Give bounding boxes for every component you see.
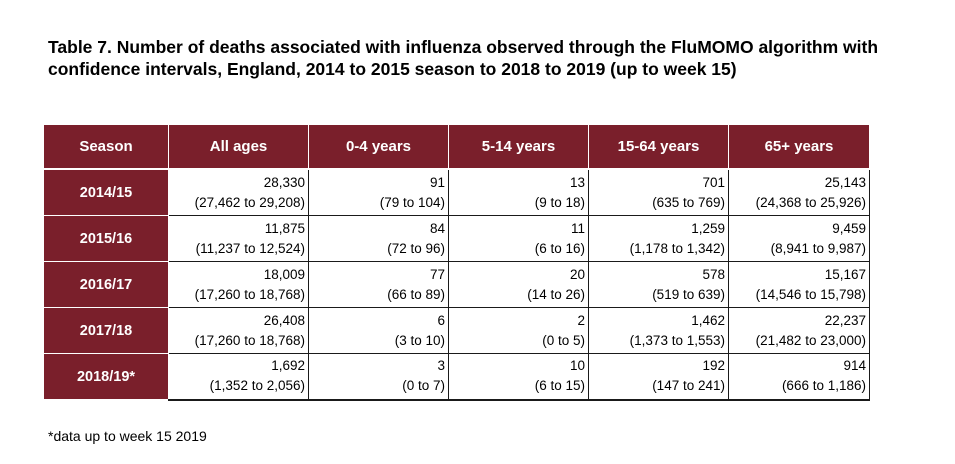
death-count: 13: [569, 174, 585, 190]
value-cell: [729, 308, 870, 354]
confidence-interval: (6 to 15): [534, 378, 585, 394]
value-cell: [729, 354, 870, 400]
value-cell: [309, 308, 449, 354]
value-cell: [589, 262, 729, 308]
value-cell: [589, 308, 729, 354]
value-cell: [729, 216, 870, 262]
death-count: 6: [437, 312, 445, 328]
header-0-4-years: 0-4 years: [309, 125, 449, 170]
confidence-interval: (66 to 89): [387, 286, 445, 302]
value-cell: [169, 169, 309, 216]
death-count: 3: [437, 358, 445, 374]
season-cell: 2015/16: [44, 216, 169, 262]
value-cell: [309, 169, 449, 216]
table-row: [44, 354, 870, 400]
death-count: 25,143: [824, 174, 866, 190]
death-count: 9,459: [832, 220, 866, 236]
table-title: Table 7. Number of deaths associated with influenza observed through the FluMOMO algorithm with confidence intervals, England, 2014 to 2015 season to 2018 to 2019 (up to week 15): [48, 37, 879, 79]
death-count: 26,408: [263, 312, 305, 328]
confidence-interval: (8,941 to 9,987): [770, 240, 866, 256]
value-cell: [169, 308, 309, 354]
value-cell: [589, 216, 729, 262]
confidence-interval: (519 to 639): [652, 286, 725, 302]
footnote: *data up to week 15 2019: [48, 428, 207, 444]
season-cell: 2017/18: [44, 308, 169, 354]
season-cell: 2016/17: [44, 262, 169, 308]
header-all-ages: All ages: [169, 125, 309, 170]
deaths-table: [43, 124, 870, 401]
death-count: 578: [702, 266, 725, 282]
death-count: 2: [577, 312, 585, 328]
confidence-interval: (0 to 7): [402, 378, 445, 394]
value-cell: [449, 354, 589, 400]
confidence-interval: (21,482 to 23,000): [755, 332, 866, 348]
table-row: [44, 308, 870, 354]
death-count: 1,692: [271, 358, 305, 374]
value-cell: [729, 169, 870, 216]
confidence-interval: (147 to 241): [652, 378, 725, 394]
confidence-interval: (17,260 to 18,768): [194, 286, 305, 302]
value-cell: [309, 262, 449, 308]
confidence-interval: (72 to 96): [387, 240, 445, 256]
header-15-64-years: 15-64 years: [589, 125, 729, 170]
confidence-interval: (0 to 5): [542, 332, 585, 348]
death-count: 20: [569, 266, 585, 282]
death-count: 1,462: [691, 312, 725, 328]
confidence-interval: (17,260 to 18,768): [194, 332, 305, 348]
confidence-interval: (666 to 1,186): [781, 378, 866, 394]
confidence-interval: (27,462 to 29,208): [194, 194, 305, 210]
value-cell: [309, 354, 449, 400]
confidence-interval: (79 to 104): [379, 194, 445, 210]
confidence-interval: (3 to 10): [394, 332, 445, 348]
header-65-plus-years: 65+ years: [729, 125, 870, 170]
confidence-interval: (11,237 to 12,524): [195, 240, 305, 256]
confidence-interval: (6 to 16): [534, 240, 585, 256]
death-count: 1,259: [691, 220, 725, 236]
death-count: 84: [429, 220, 445, 236]
death-count: 18,009: [263, 266, 305, 282]
table-row: [44, 216, 870, 262]
confidence-interval: (1,178 to 1,342): [629, 240, 725, 256]
confidence-interval: (1,352 to 2,056): [209, 378, 305, 394]
value-cell: [449, 308, 589, 354]
death-count: 914: [843, 358, 866, 374]
table-row: [44, 262, 870, 308]
death-count: 10: [569, 358, 585, 374]
confidence-interval: (14,546 to 15,798): [755, 286, 866, 302]
death-count: 91: [429, 174, 445, 190]
confidence-interval: (1,373 to 1,553): [629, 332, 725, 348]
value-cell: [449, 216, 589, 262]
confidence-interval: (635 to 769): [652, 194, 725, 210]
death-count: 192: [702, 358, 725, 374]
death-count: 28,330: [263, 174, 305, 190]
death-count: 11,875: [264, 220, 305, 236]
death-count: 701: [702, 174, 725, 190]
confidence-interval: (24,368 to 25,926): [755, 194, 866, 210]
table-header-row: [44, 125, 870, 170]
value-cell: [309, 216, 449, 262]
value-cell: [169, 262, 309, 308]
death-count: 11: [570, 220, 585, 236]
season-cell: 2014/15: [44, 169, 169, 216]
value-cell: [169, 216, 309, 262]
death-count: 77: [429, 266, 445, 282]
death-count: 15,167: [824, 266, 866, 282]
value-cell: [449, 169, 589, 216]
value-cell: [589, 354, 729, 400]
value-cell: [729, 262, 870, 308]
header-season: Season: [44, 125, 169, 170]
table-row: [44, 169, 870, 216]
confidence-interval: (9 to 18): [534, 194, 585, 210]
value-cell: [169, 354, 309, 400]
death-count: 22,237: [824, 312, 866, 328]
season-cell: 2018/19*: [44, 354, 169, 400]
confidence-interval: (14 to 26): [527, 286, 585, 302]
value-cell: [589, 169, 729, 216]
header-5-14-years: 5-14 years: [449, 125, 589, 170]
value-cell: [449, 262, 589, 308]
